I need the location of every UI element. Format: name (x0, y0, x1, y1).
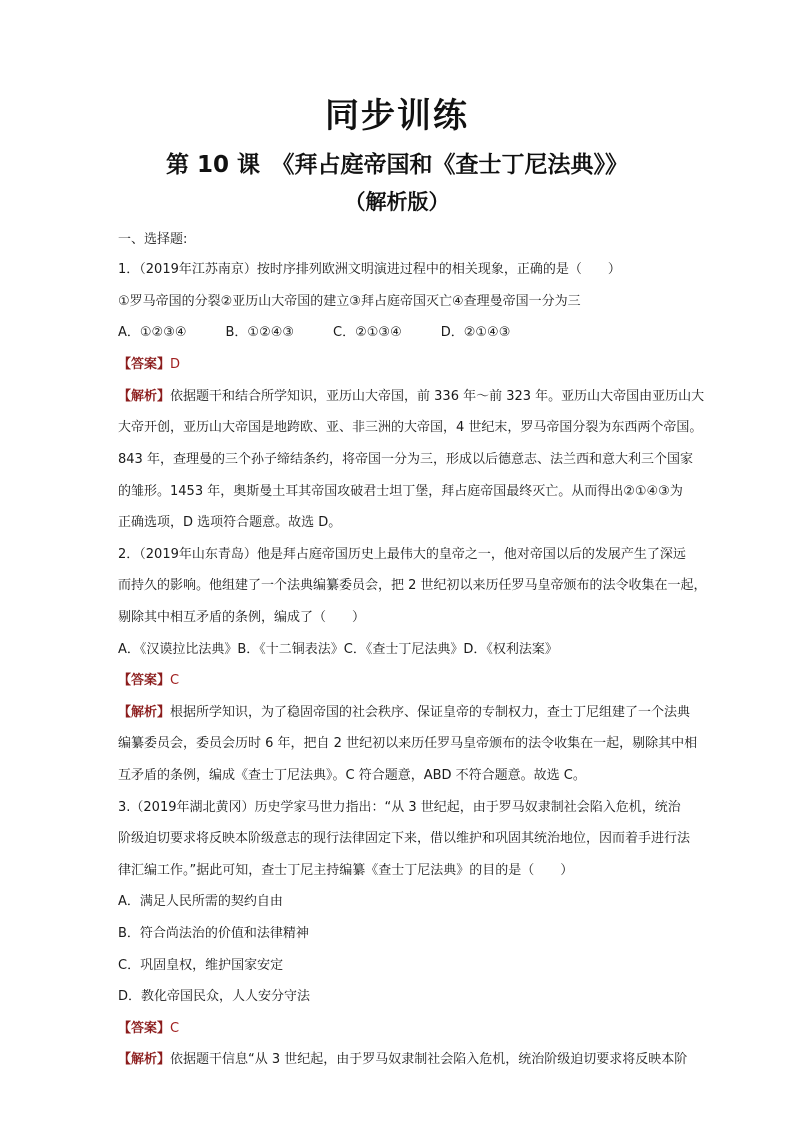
q2-answer (118, 673, 678, 689)
q2-analysis-line (118, 705, 691, 721)
answer-tag: 【答案】 (118, 1021, 171, 1036)
answer-value: C (170, 1021, 180, 1036)
q3-option-b: B．符合尚法治的价值和法律精神 (118, 926, 309, 941)
q2-analysis-line: 互矛盾的条例，编成《查士丁尼法典》。C 符合题意，ABD 不符合题意。故选 C。 (118, 768, 586, 783)
q1-items: ①罗马帝国的分裂②亚历山大帝国的建立③拜占庭帝国灭亡④查理曼帝国一分为三 (118, 294, 581, 309)
q3-stem: 律汇编工作。”据此可知，查士丁尼主持编纂《查士丁尼法典》的目的是（ ） (118, 863, 574, 878)
q1-stem: 1．（2019年江苏南京）按时序排列欧洲文明演进过程中的相关现象，正确的是（ ） (118, 262, 621, 277)
q1-analysis-line: 大帝开创，亚历山大帝国是地跨欧、亚、非三洲的大帝国，4 世纪末，罗马帝国分裂为东西两个帝国。 (118, 420, 703, 435)
q3-option-d: D．教化帝国民众，人人安分守法 (118, 989, 311, 1004)
analysis-tag: 【解析】 (118, 705, 171, 720)
analysis-tag: 【解析】 (118, 389, 171, 404)
q2-stem: 2．（2019年山东青岛）他是拜占庭帝国历史上最伟大的皇帝之一，他对帝国以后的发展产生了深远 (118, 547, 686, 562)
version-label: （解析版） (344, 190, 450, 214)
q2-stem: 剔除其中相互矛盾的条例，编成了（ ） (118, 610, 366, 625)
q3-analysis-line (118, 1052, 688, 1068)
q1-analysis-line: 的雏形。1453 年，奥斯曼土耳其帝国攻破君士坦丁堡，拜占庭帝国最终灭亡。从而得出②①④③为 (118, 484, 683, 499)
analysis-text: 依据题干和结合所学知识，亚历山大帝国，前 336 年～前 323 年。亚历山大帝国由亚历山大 (170, 389, 705, 404)
q1-answer (118, 357, 678, 373)
q1-options: A．①②③④ B．①②④③ C．②①③④ D．②①④③ (118, 325, 511, 340)
q1-analysis-line: 正确选项，D 选项符合题意。故选 D。 (118, 515, 342, 530)
analysis-text: 依据题干信息“从 3 世纪起，由于罗马奴隶制社会陷入危机，统治阶级迫切要求将反映本阶 (170, 1052, 688, 1067)
q3-option-c: C．巩固皇权，维护国家安定 (118, 958, 284, 973)
answer-value: C (170, 673, 180, 688)
q1-analysis-line (118, 389, 705, 405)
analysis-text: 根据所学知识，为了稳固帝国的社会秩序、保证皇帝的专制权力，查士丁尼组建了一个法典 (170, 705, 691, 720)
q2-analysis-line: 编纂委员会，委员会历时 6 年，把自 2 世纪初以来历任罗马皇帝颁布的法令收集在一起，剔除其中相 (118, 736, 698, 751)
answer-tag: 【答案】 (118, 673, 171, 688)
analysis-tag: 【解析】 (118, 1052, 171, 1067)
q3-answer (118, 1021, 678, 1037)
q3-stem: 阶级迫切要求将反映本阶级意志的现行法律固定下来，借以维护和巩固其统治地位，因而着手进行法 (118, 831, 691, 846)
section-heading: 一、选择题: (118, 232, 188, 247)
q2-options: A．《汉谟拉比法典》B．《十二铜表法》C．《查士丁尼法典》D．《权利法案》 (118, 642, 558, 657)
answer-tag: 【答案】 (118, 357, 171, 372)
lesson-subtitle: 第 10 课 《拜占庭帝国和《查士丁尼法典》》 (165, 152, 629, 178)
q2-stem: 而持久的影响。他组建了一个法典编纂委员会，把 2 世纪初以来历任罗马皇帝颁布的法令收集在一起， (118, 578, 707, 593)
q1-analysis-line: 843 年，查理曼的三个孙子缔结条约，将帝国一分为三，形成以后德意志、法兰西和意大利三个国家 (118, 452, 693, 467)
document-title: 同步训练 (325, 96, 469, 136)
answer-value: D (170, 357, 181, 372)
q3-option-a: A．满足人民所需的契约自由 (118, 894, 283, 909)
q3-stem: 3.（2019年湖北黄冈）历史学家马世力指出：“从 3 世纪起，由于罗马奴隶制社会陷入危机，统治 (118, 800, 681, 815)
